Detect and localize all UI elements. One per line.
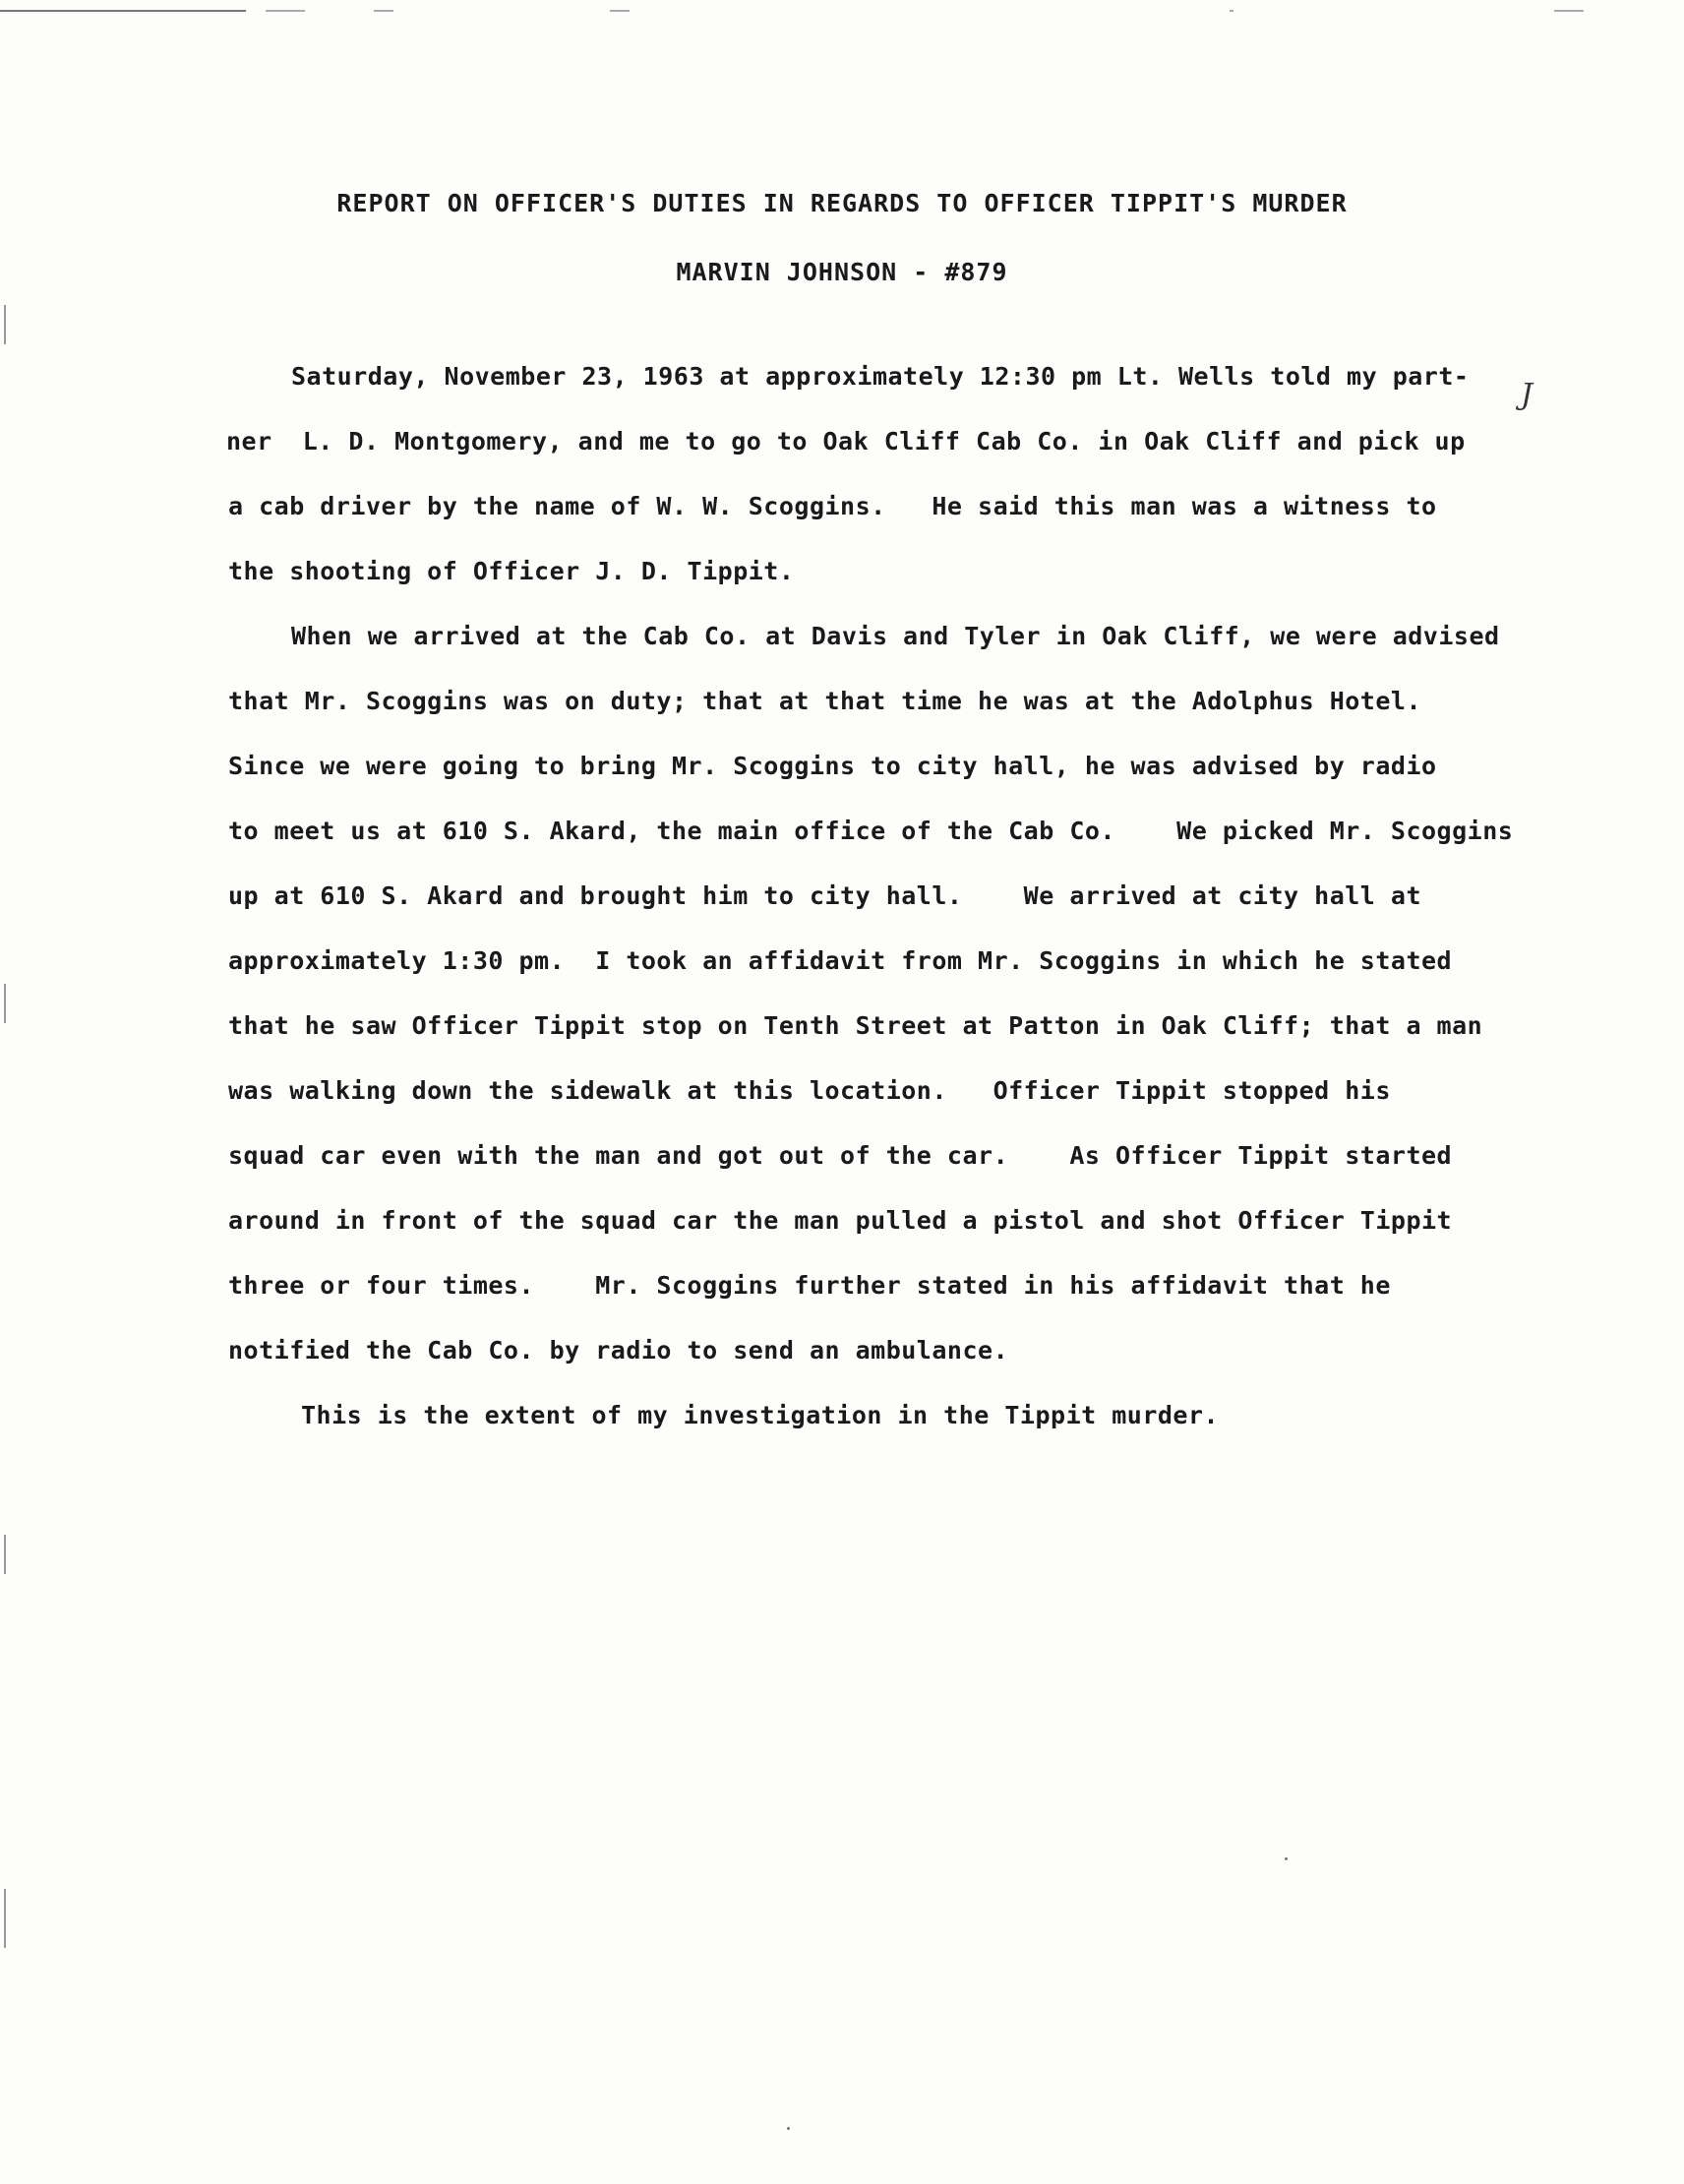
scan-artifact-line bbox=[0, 10, 246, 12]
text-line: around in front of the squad car the man pulled a pistol and shot Officer Tippit bbox=[228, 1206, 1453, 1235]
text-line: This is the extent of my investigation in the Tippit murder. bbox=[301, 1401, 1220, 1429]
report-body bbox=[228, 344, 1605, 1448]
scan-artifact-dots bbox=[266, 10, 305, 12]
handwritten-mark: J bbox=[1521, 378, 1534, 412]
scan-artifact-dots bbox=[374, 10, 393, 12]
scan-speck bbox=[787, 2127, 790, 2130]
scan-speck bbox=[1285, 1857, 1288, 1860]
scan-artifact-dots bbox=[1230, 10, 1233, 12]
margin-mark bbox=[4, 305, 6, 344]
text-line: up at 610 S. Akard and brought him to city hall. We arrived at city hall at bbox=[228, 881, 1421, 910]
text-line: When we arrived at the Cab Co. at Davis and Tyler in Oak Cliff, we were advised bbox=[291, 622, 1500, 650]
paragraph-3 bbox=[228, 1383, 1605, 1448]
text-line: that Mr. Scoggins was on duty; that at that time he was at the Adolphus Hotel. bbox=[228, 687, 1421, 715]
text-line: a cab driver by the name of W. W. Scoggins. He said this man was a witness to bbox=[228, 492, 1437, 520]
margin-mark bbox=[4, 1889, 6, 1948]
text-line: approximately 1:30 pm. I took an affidavit from Mr. Scoggins in which he stated bbox=[228, 946, 1453, 975]
report-title: REPORT ON OFFICER'S DUTIES IN REGARDS TO OFFICER TIPPIT'S MURDER bbox=[336, 189, 1348, 217]
scan-artifact-dots bbox=[610, 10, 630, 12]
text-line: was walking down the sidewalk at this location. Officer Tippit stopped his bbox=[228, 1076, 1391, 1105]
text-line: squad car even with the man and got out of the car. As Officer Tippit started bbox=[228, 1141, 1453, 1170]
text-line: Saturday, November 23, 1963 at approximately 12:30 pm Lt. Wells told my part- bbox=[291, 362, 1470, 391]
author-line: MARVIN JOHNSON - #879 bbox=[676, 258, 1008, 286]
text-line: notified the Cab Co. by radio to send an ambulance. bbox=[228, 1336, 1009, 1365]
text-line: Since we were going to bring Mr. Scoggins to city hall, he was advised by radio bbox=[228, 752, 1437, 780]
text-line: that he saw Officer Tippit stop on Tenth Street at Patton in Oak Cliff; that a man bbox=[228, 1011, 1483, 1040]
margin-mark bbox=[4, 984, 6, 1023]
text-line: ner L. D. Montgomery, and me to go to Oak Cliff Cab Co. in Oak Cliff and pick up bbox=[226, 427, 1466, 455]
text-line: to meet us at 610 S. Akard, the main office of the Cab Co. We picked Mr. Scoggins bbox=[228, 817, 1514, 845]
text-line: three or four times. Mr. Scoggins further stated in his affidavit that he bbox=[228, 1271, 1391, 1300]
text-line: the shooting of Officer J. D. Tippit. bbox=[228, 557, 795, 585]
paragraph-2 bbox=[228, 604, 1605, 1383]
scan-artifact-dots bbox=[1554, 10, 1584, 12]
margin-mark bbox=[4, 1535, 6, 1574]
paragraph-1 bbox=[228, 344, 1605, 604]
